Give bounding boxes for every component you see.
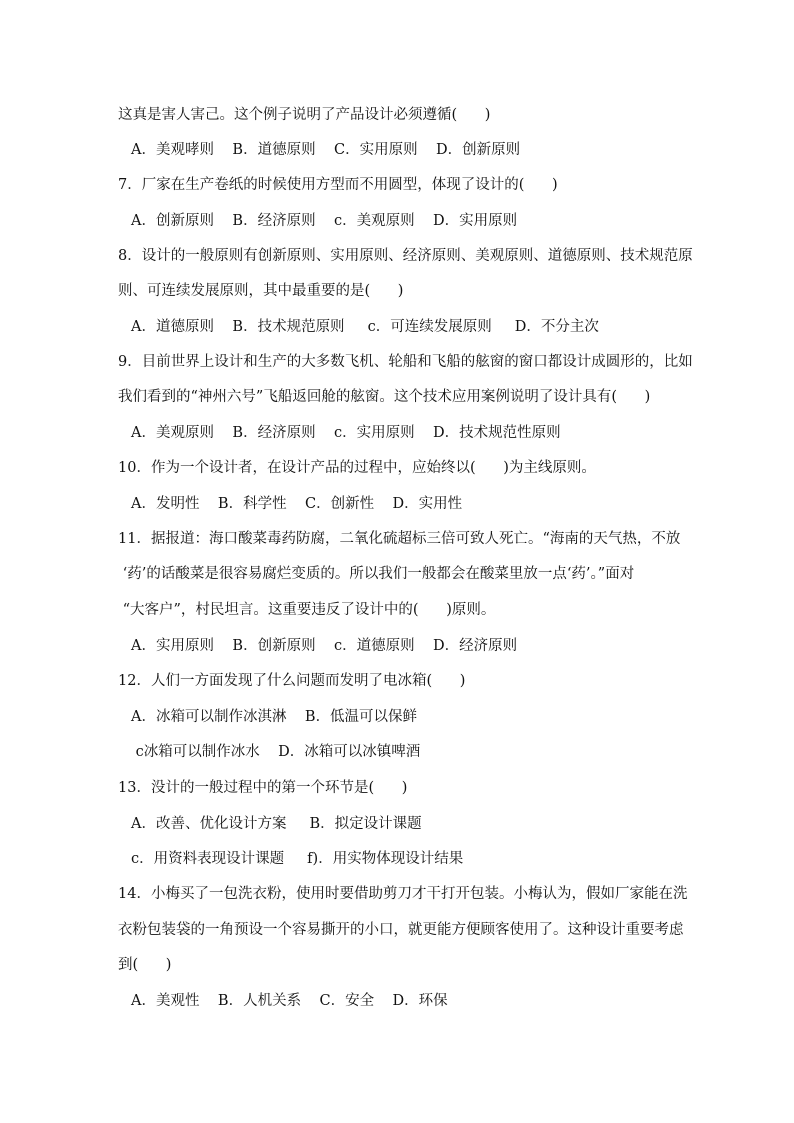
question-11-options: A．实用原则 B．创新原则 c．道德原则 D．经济原则: [131, 638, 518, 654]
question-11-stem-line-1: 11．据报道：海口酸菜毒药防腐，二氧化硫超标三倍可致人死亡。“海南的天气热，不放: [118, 531, 681, 547]
question-13-options-line-2: c．用资料表现设计课题 f)．用实物体现设计结果: [131, 851, 464, 867]
question-9-options: A．美观原则 B．经济原则 c．实用原则 D．技术规范性原则: [131, 425, 561, 441]
question-6-options: A．美观哮则 B．道德原则 C．实用原则 D．创新原则: [131, 142, 521, 158]
question-6-stem-tail: 这真是害人害己。这个例子说明了产品设计必须遵循( ): [118, 107, 491, 123]
question-14-stem-line-3: 到( ): [118, 957, 172, 973]
question-14-stem-line-2: 衣粉包装袋的一角预设一个容易撕开的小口，就更能方便顾客使用了。这种设计重要考虑: [118, 922, 684, 938]
question-10-options: A．发明性 B．科学性 C．创新性 D．实用性: [131, 496, 463, 512]
question-12-options-line-2: c冰箱可以制作冰水 D．冰箱可以冰镇啤酒: [131, 744, 421, 760]
question-9-stem-line-1: 9．目前世界上设计和生产的大多数飞机、轮船和飞船的舷窗的窗口都设计成圆形的，比如: [118, 354, 693, 370]
question-10-stem: 10．作为一个设计者，在设计产品的过程中，应始终以( )为主线原则。: [118, 460, 596, 476]
question-7-options: A．创新原则 B．经济原则 c．美观原则 D．实用原则: [131, 213, 518, 229]
question-8-stem-line-1: 8．设计的一般原则有创新原则、实用原则、经济原则、美观原则、道德原则、技术规范原: [118, 248, 693, 264]
question-8-stem-line-2: 则、可连续发展原则，其中最重要的是( ): [118, 283, 404, 299]
question-13-stem: 13．没计的一般过程中的第一个环节是( ): [118, 780, 408, 796]
question-12-options-line-1: A．冰箱可以制作冰淇淋 B．低温可以保鲜: [131, 709, 418, 725]
question-14-stem-line-1: 14．小梅买了一包洗衣粉，使用时要借助剪刀才干打开包装。小梅认为，假如厂家能在洗: [118, 886, 688, 902]
question-11-stem-line-2: ‘药’的话酸菜是很容易腐烂变质的。所以我们一般都会在酸菜里放一点‘药’。”面对: [118, 566, 635, 582]
question-13-options-line-1: A．改善、优化设计方案 B．拟定设计课题: [131, 816, 422, 832]
question-7-stem: 7．厂家在生产卷纸的时候使用方型而不用圆型，体现了设计的( ): [118, 177, 558, 193]
question-8-options: A．道德原则 B．技术规范原则 c．可连续发展原则 D．不分主次: [131, 319, 599, 335]
question-12-stem: 12．人们一方面发现了什么问题而发明了电冰箱( ): [118, 673, 466, 689]
question-14-options: A．美观性 B．人机关系 C．安全 D．环保: [131, 993, 448, 1009]
question-11-stem-line-3: “大客户”，村民坦言。这重要违反了设计中的( )原则。: [118, 602, 496, 618]
question-9-stem-line-2: 我们看到的“神州六号”飞船返回舱的舷窗。这个技术应用案例说明了设计具有( ): [118, 389, 651, 405]
